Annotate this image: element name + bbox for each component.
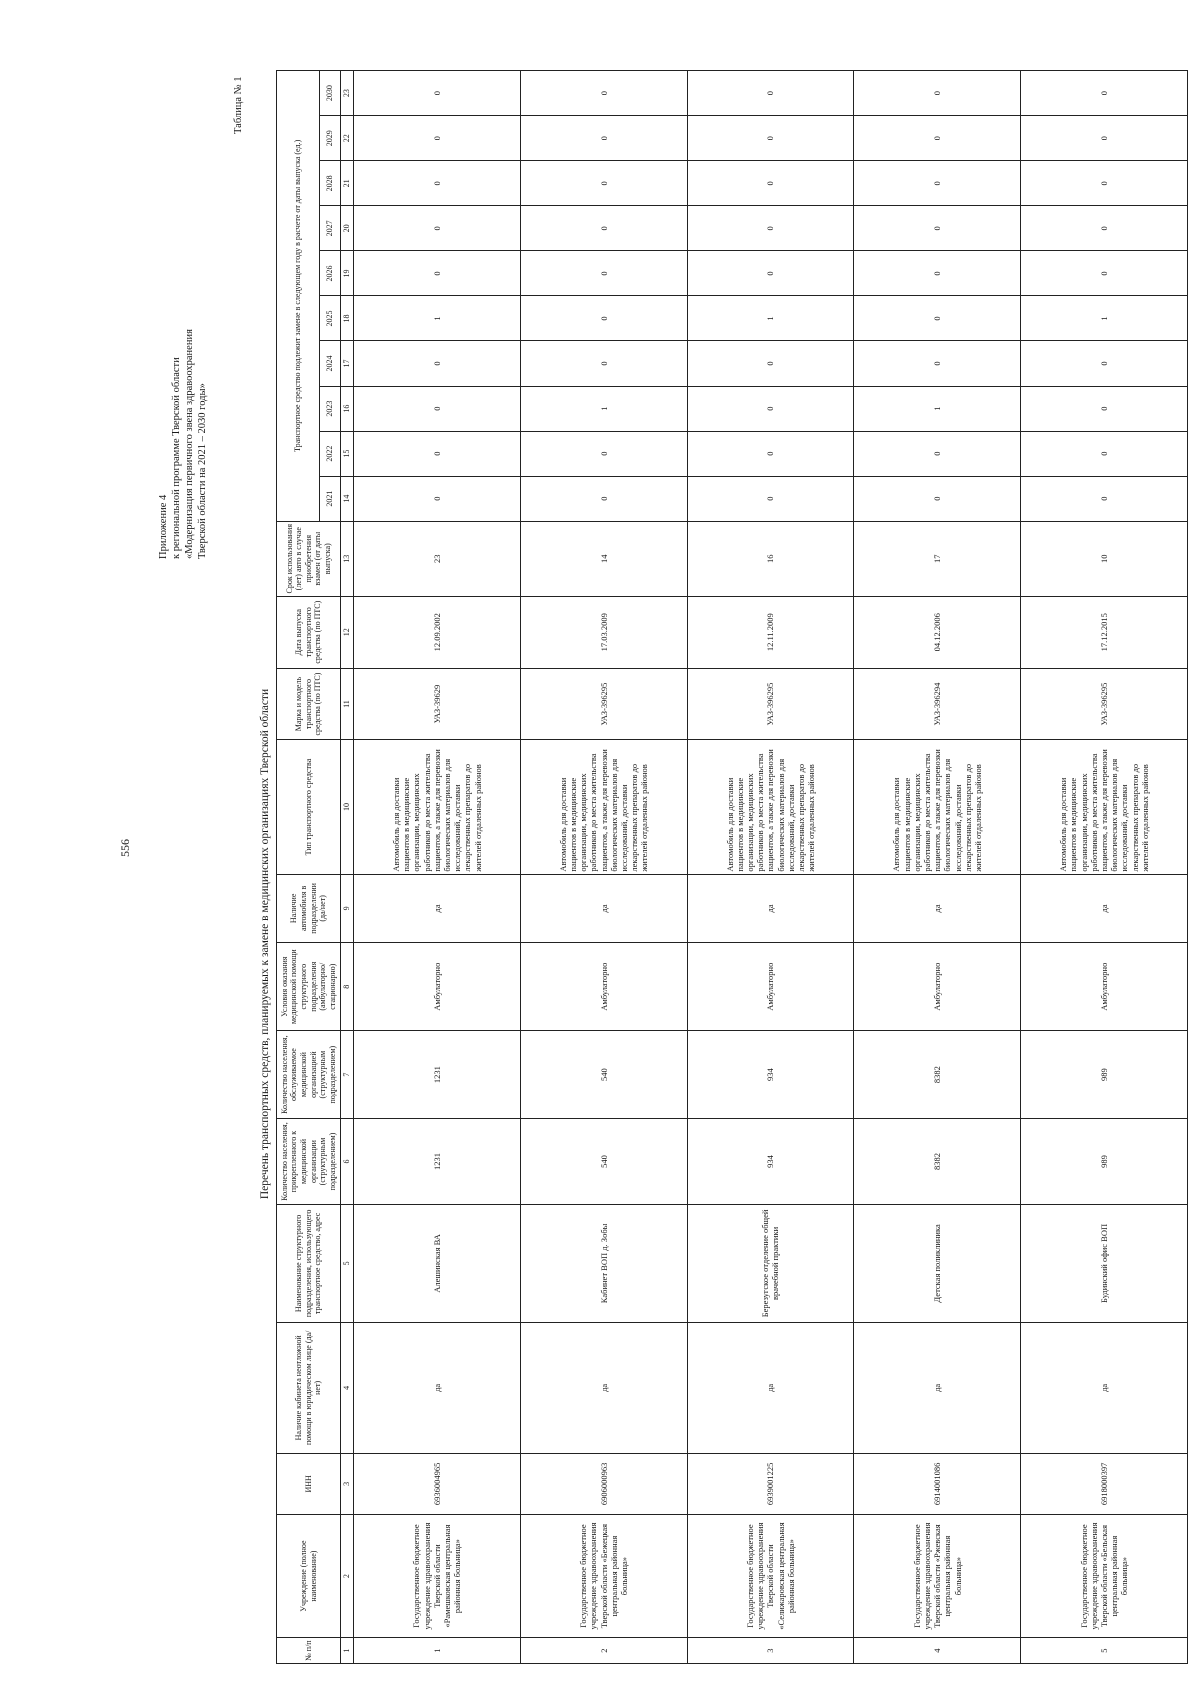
unit-name-cell: Будинский офис ВОП: [1021, 1204, 1188, 1322]
replacement-year-cell: 0: [354, 71, 521, 116]
column-number: 19: [341, 251, 354, 296]
served-population-cell: 934: [687, 1031, 854, 1119]
column-number: 11: [341, 668, 354, 740]
header-cell: Условия оказания медицинской помощи структурного подразделения (амбулаторно/ стационарно): [277, 943, 341, 1031]
column-number: 7: [341, 1031, 354, 1119]
column-number: 1: [341, 1638, 354, 1664]
replacement-year-cell: 0: [1021, 251, 1188, 296]
emergency-cabinet-cell: да: [1021, 1322, 1188, 1453]
release-date-cell: 04.12.2006: [854, 596, 1021, 668]
replacement-year-cell: 0: [354, 161, 521, 206]
inn-cell: 6936004965: [354, 1453, 521, 1514]
replacement-year-cell: 0: [854, 341, 1021, 386]
attached-population-cell: 934: [687, 1119, 854, 1205]
organization-cell: Государственное бюджетное учреждение здравоохранения Тверской области «Ржевская центральная районная больница»: [854, 1514, 1021, 1637]
usage-term-cell: 16: [687, 521, 854, 596]
attached-population-cell: 540: [520, 1119, 687, 1205]
replacement-year-cell: 0: [354, 116, 521, 161]
row-number-cell: 4: [854, 1638, 1021, 1664]
appendix-line: Приложение 4: [158, 494, 169, 559]
table-row: [854, 71, 1021, 1664]
served-population-cell: 8382: [854, 1031, 1021, 1119]
release-date-cell: 17.12.2015: [1021, 596, 1188, 668]
replacement-year-cell: 0: [520, 71, 687, 116]
header-cell: Марка и модель транспортного средства (по ПТС): [277, 668, 341, 740]
header-cell: Тип транспортного средства: [277, 740, 341, 874]
year-header: 2027: [320, 206, 341, 251]
year-header: 2026: [320, 251, 341, 296]
usage-term-cell: 14: [520, 521, 687, 596]
replacement-year-cell: 0: [687, 386, 854, 431]
organization-cell: Государственное бюджетное учреждение здравоохранения Тверской области «Рамешковская центральная районная больница»: [354, 1514, 521, 1637]
year-header: 2028: [320, 161, 341, 206]
release-date-cell: 17.03.2009: [520, 596, 687, 668]
emergency-cabinet-cell: да: [854, 1322, 1021, 1453]
replacement-year-cell: 0: [1021, 116, 1188, 161]
appendix-line: к региональной программе Тверской области: [171, 357, 183, 559]
vehicle-type-cell: Автомобиль для доставки пациентов в медицинские организации, медицинских работников до места жительства пациентов, а также для перевозки биологических материалов для исследований, доставки лекарственных препаратов до жителей отдаленных районов: [854, 740, 1021, 874]
has-vehicle-cell: да: [687, 874, 854, 943]
row-number-cell: 3: [687, 1638, 854, 1664]
year-header: 2022: [320, 431, 341, 476]
year-header: 2029: [320, 116, 341, 161]
replacement-year-cell: 0: [1021, 341, 1188, 386]
column-number: 8: [341, 943, 354, 1031]
appendix-line: «Модернизация первичного звена здравоохранения: [184, 329, 196, 559]
has-vehicle-cell: да: [854, 874, 1021, 943]
attached-population-cell: 8382: [854, 1119, 1021, 1205]
header-cell: Срок использования (лет) авто в случае приобретения взамен (от даты выпуска): [277, 521, 341, 596]
header-cell: № п/п: [277, 1638, 341, 1664]
column-number: 17: [341, 341, 354, 386]
header-cell: Учреждение (полное наименование): [277, 1514, 341, 1637]
replacement-year-cell: 0: [854, 116, 1021, 161]
page-number: 556: [118, 839, 132, 857]
served-population-cell: 540: [520, 1031, 687, 1119]
release-date-cell: 12.09.2002: [354, 596, 521, 668]
replacement-year-cell: 0: [687, 161, 854, 206]
replacement-year-cell: 0: [520, 206, 687, 251]
replacement-year-cell: 1: [1021, 296, 1188, 341]
care-conditions-cell: Амбулаторно: [687, 943, 854, 1031]
has-vehicle-cell: да: [520, 874, 687, 943]
vehicle-model-cell: УАЗ-396294: [854, 668, 1021, 740]
header-cell: ИНН: [277, 1453, 341, 1514]
replacement-year-cell: 0: [854, 251, 1021, 296]
unit-name-cell: Детская поликлиника: [854, 1204, 1021, 1322]
replacement-year-cell: 0: [1021, 386, 1188, 431]
usage-term-cell: 17: [854, 521, 1021, 596]
header-cell: Количество населения, прикрепленного к медицинской организации (структурным подразделением): [277, 1119, 341, 1205]
replacement-year-cell: 0: [520, 476, 687, 521]
care-conditions-cell: Амбулаторно: [520, 943, 687, 1031]
table-row: [520, 71, 687, 1664]
column-number: 23: [341, 71, 354, 116]
replacement-year-cell: 1: [854, 386, 1021, 431]
row-number-cell: 5: [1021, 1638, 1188, 1664]
has-vehicle-cell: да: [1021, 874, 1188, 943]
care-conditions-cell: Амбулаторно: [1021, 943, 1188, 1031]
replacement-year-cell: 0: [1021, 206, 1188, 251]
emergency-cabinet-cell: да: [354, 1322, 521, 1453]
replacement-year-cell: 0: [687, 71, 854, 116]
header-group-cell: Транспортное средство подлежит замене в следующем году в расчете от даты выпуска (ед.): [277, 71, 320, 522]
unit-name-cell: Алешинская ВА: [354, 1204, 521, 1322]
replacement-year-cell: 0: [854, 161, 1021, 206]
replacement-year-cell: 0: [354, 341, 521, 386]
year-header: 2023: [320, 386, 341, 431]
inn-cell: 6906000963: [520, 1453, 687, 1514]
replacement-year-cell: 0: [520, 116, 687, 161]
year-header: 2024: [320, 341, 341, 386]
replacement-year-cell: 0: [854, 206, 1021, 251]
replacement-year-cell: 0: [687, 251, 854, 296]
vehicle-model-cell: УАЗ-396295: [1021, 668, 1188, 740]
emergency-cabinet-cell: да: [687, 1322, 854, 1453]
replacement-year-cell: 0: [1021, 161, 1188, 206]
header-cell: Наличие автомобиля в подразделении (да/нет): [277, 874, 341, 943]
has-vehicle-cell: да: [354, 874, 521, 943]
column-number: 20: [341, 206, 354, 251]
unit-name-cell: Кабинет ВОП д. Зобы: [520, 1204, 687, 1322]
care-conditions-cell: Амбулаторно: [354, 943, 521, 1031]
vehicle-model-cell: УАЗ-396295: [687, 668, 854, 740]
column-number: 15: [341, 431, 354, 476]
vehicle-type-cell: Автомобиль для доставки пациентов в медицинские организации, медицинских работников до места жительства пациентов, а также для перевозки биологических материалов для исследований, доставки лекарственных препаратов до жителей отдаленных районов: [687, 740, 854, 874]
column-number: 2: [341, 1514, 354, 1637]
row-number-cell: 2: [520, 1638, 687, 1664]
attached-population-cell: 989: [1021, 1119, 1188, 1205]
replacement-year-cell: 1: [687, 296, 854, 341]
emergency-cabinet-cell: да: [520, 1322, 687, 1453]
release-date-cell: 12.11.2009: [687, 596, 854, 668]
column-number: 6: [341, 1119, 354, 1205]
replacement-year-cell: 1: [520, 386, 687, 431]
replacement-year-cell: 0: [354, 251, 521, 296]
unit-name-cell: Березугское отделение общей врачебной практики: [687, 1204, 854, 1322]
vehicle-type-cell: Автомобиль для доставки пациентов в медицинские организации, медицинских работников до места жительства пациентов, а также для перевозки биологических материалов для исследований, доставки лекарственных препаратов до жителей отдаленных районов: [520, 740, 687, 874]
column-number: 3: [341, 1453, 354, 1514]
replacement-year-cell: 0: [1021, 71, 1188, 116]
vehicle-model-cell: УАЗ-39629: [354, 668, 521, 740]
replacement-year-cell: 0: [854, 71, 1021, 116]
year-header: 2030: [320, 71, 341, 116]
inn-cell: 6914001086: [854, 1453, 1021, 1514]
replacement-year-cell: 0: [354, 206, 521, 251]
column-number: 12: [341, 596, 354, 668]
replacement-year-cell: 0: [520, 296, 687, 341]
table-row: [1021, 71, 1188, 1664]
replacement-year-cell: 0: [854, 476, 1021, 521]
replacement-year-cell: 0: [1021, 431, 1188, 476]
column-number: 14: [341, 476, 354, 521]
header-cell: Наличие кабинета неотложной помощи в юридическом лице (да/нет): [277, 1322, 341, 1453]
column-number: 5: [341, 1204, 354, 1322]
table-label: Таблица № 1: [233, 76, 244, 134]
header-cell: Дата выпуска транспортного средства (по ПТС): [277, 596, 341, 668]
inn-cell: 6939001225: [687, 1453, 854, 1514]
organization-cell: Государственное бюджетное учреждение здравоохранения Тверской области «Бельская центральная районная больница»: [1021, 1514, 1188, 1637]
column-number: 22: [341, 116, 354, 161]
replacement-year-cell: 0: [520, 431, 687, 476]
replacement-year-cell: 0: [354, 431, 521, 476]
replacement-year-cell: 0: [520, 251, 687, 296]
replacement-year-cell: 0: [687, 116, 854, 161]
document-title: Перечень транспортных средств, планируемых к замене в медицинских организациях Тверской области: [259, 688, 271, 1200]
column-number: 10: [341, 740, 354, 874]
column-number: 16: [341, 386, 354, 431]
replacement-year-cell: 0: [687, 431, 854, 476]
replacement-year-cell: 0: [854, 296, 1021, 341]
served-population-cell: 1231: [354, 1031, 521, 1119]
vehicle-type-cell: Автомобиль для доставки пациентов в медицинские организации, медицинских работников до места жительства пациентов, а также для перевозки биологических материалов для исследований, доставки лекарственных препаратов до жителей отдаленных районов: [1021, 740, 1188, 874]
usage-term-cell: 23: [354, 521, 521, 596]
replacement-year-cell: 0: [687, 476, 854, 521]
replacement-year-cell: 0: [687, 206, 854, 251]
organization-cell: Государственное бюджетное учреждение здравоохранения Тверской области «Бежецкая центральная районная больница»: [520, 1514, 687, 1637]
column-number: 21: [341, 161, 354, 206]
replacement-year-cell: 0: [854, 431, 1021, 476]
replacement-year-cell: 0: [1021, 476, 1188, 521]
organization-cell: Государственное бюджетное учреждение здравоохранения Тверской области «Селижаровская центральная районная больница»: [687, 1514, 854, 1637]
column-number: 18: [341, 296, 354, 341]
replacement-year-cell: 0: [354, 386, 521, 431]
year-header: 2021: [320, 476, 341, 521]
care-conditions-cell: Амбулаторно: [854, 943, 1021, 1031]
column-number: 13: [341, 521, 354, 596]
replacement-year-cell: 1: [354, 296, 521, 341]
vehicle-table: [276, 70, 1188, 1664]
replacement-year-cell: 0: [520, 341, 687, 386]
attached-population-cell: 1231: [354, 1119, 521, 1205]
column-number: 4: [341, 1322, 354, 1453]
appendix-line: Тверской области на 2021 – 2030 годы»: [197, 383, 209, 559]
usage-term-cell: 10: [1021, 521, 1188, 596]
year-header: 2025: [320, 296, 341, 341]
header-cell: Количество населения, обслуживаемое медицинской организацией (структурным подразделением): [277, 1031, 341, 1119]
row-number-cell: 1: [354, 1638, 521, 1664]
replacement-year-cell: 0: [354, 476, 521, 521]
replacement-year-cell: 0: [687, 341, 854, 386]
header-cell: Наименование структурного подразделения, использующего транспортное средство, адрес: [277, 1204, 341, 1322]
vehicle-type-cell: Автомобиль для доставки пациентов в медицинские организации, медицинских работников до места жительства пациентов, а также для перевозки биологических материалов для исследований, доставки лекарственных препаратов до жителей отдаленных районов: [354, 740, 521, 874]
vehicle-model-cell: УАЗ-396295: [520, 668, 687, 740]
inn-cell: 6918000397: [1021, 1453, 1188, 1514]
appendix-note: [157, 309, 210, 559]
replacement-year-cell: 0: [520, 161, 687, 206]
column-number: 9: [341, 874, 354, 943]
table-row: [687, 71, 854, 1664]
served-population-cell: 989: [1021, 1031, 1188, 1119]
table-row: [354, 71, 521, 1664]
